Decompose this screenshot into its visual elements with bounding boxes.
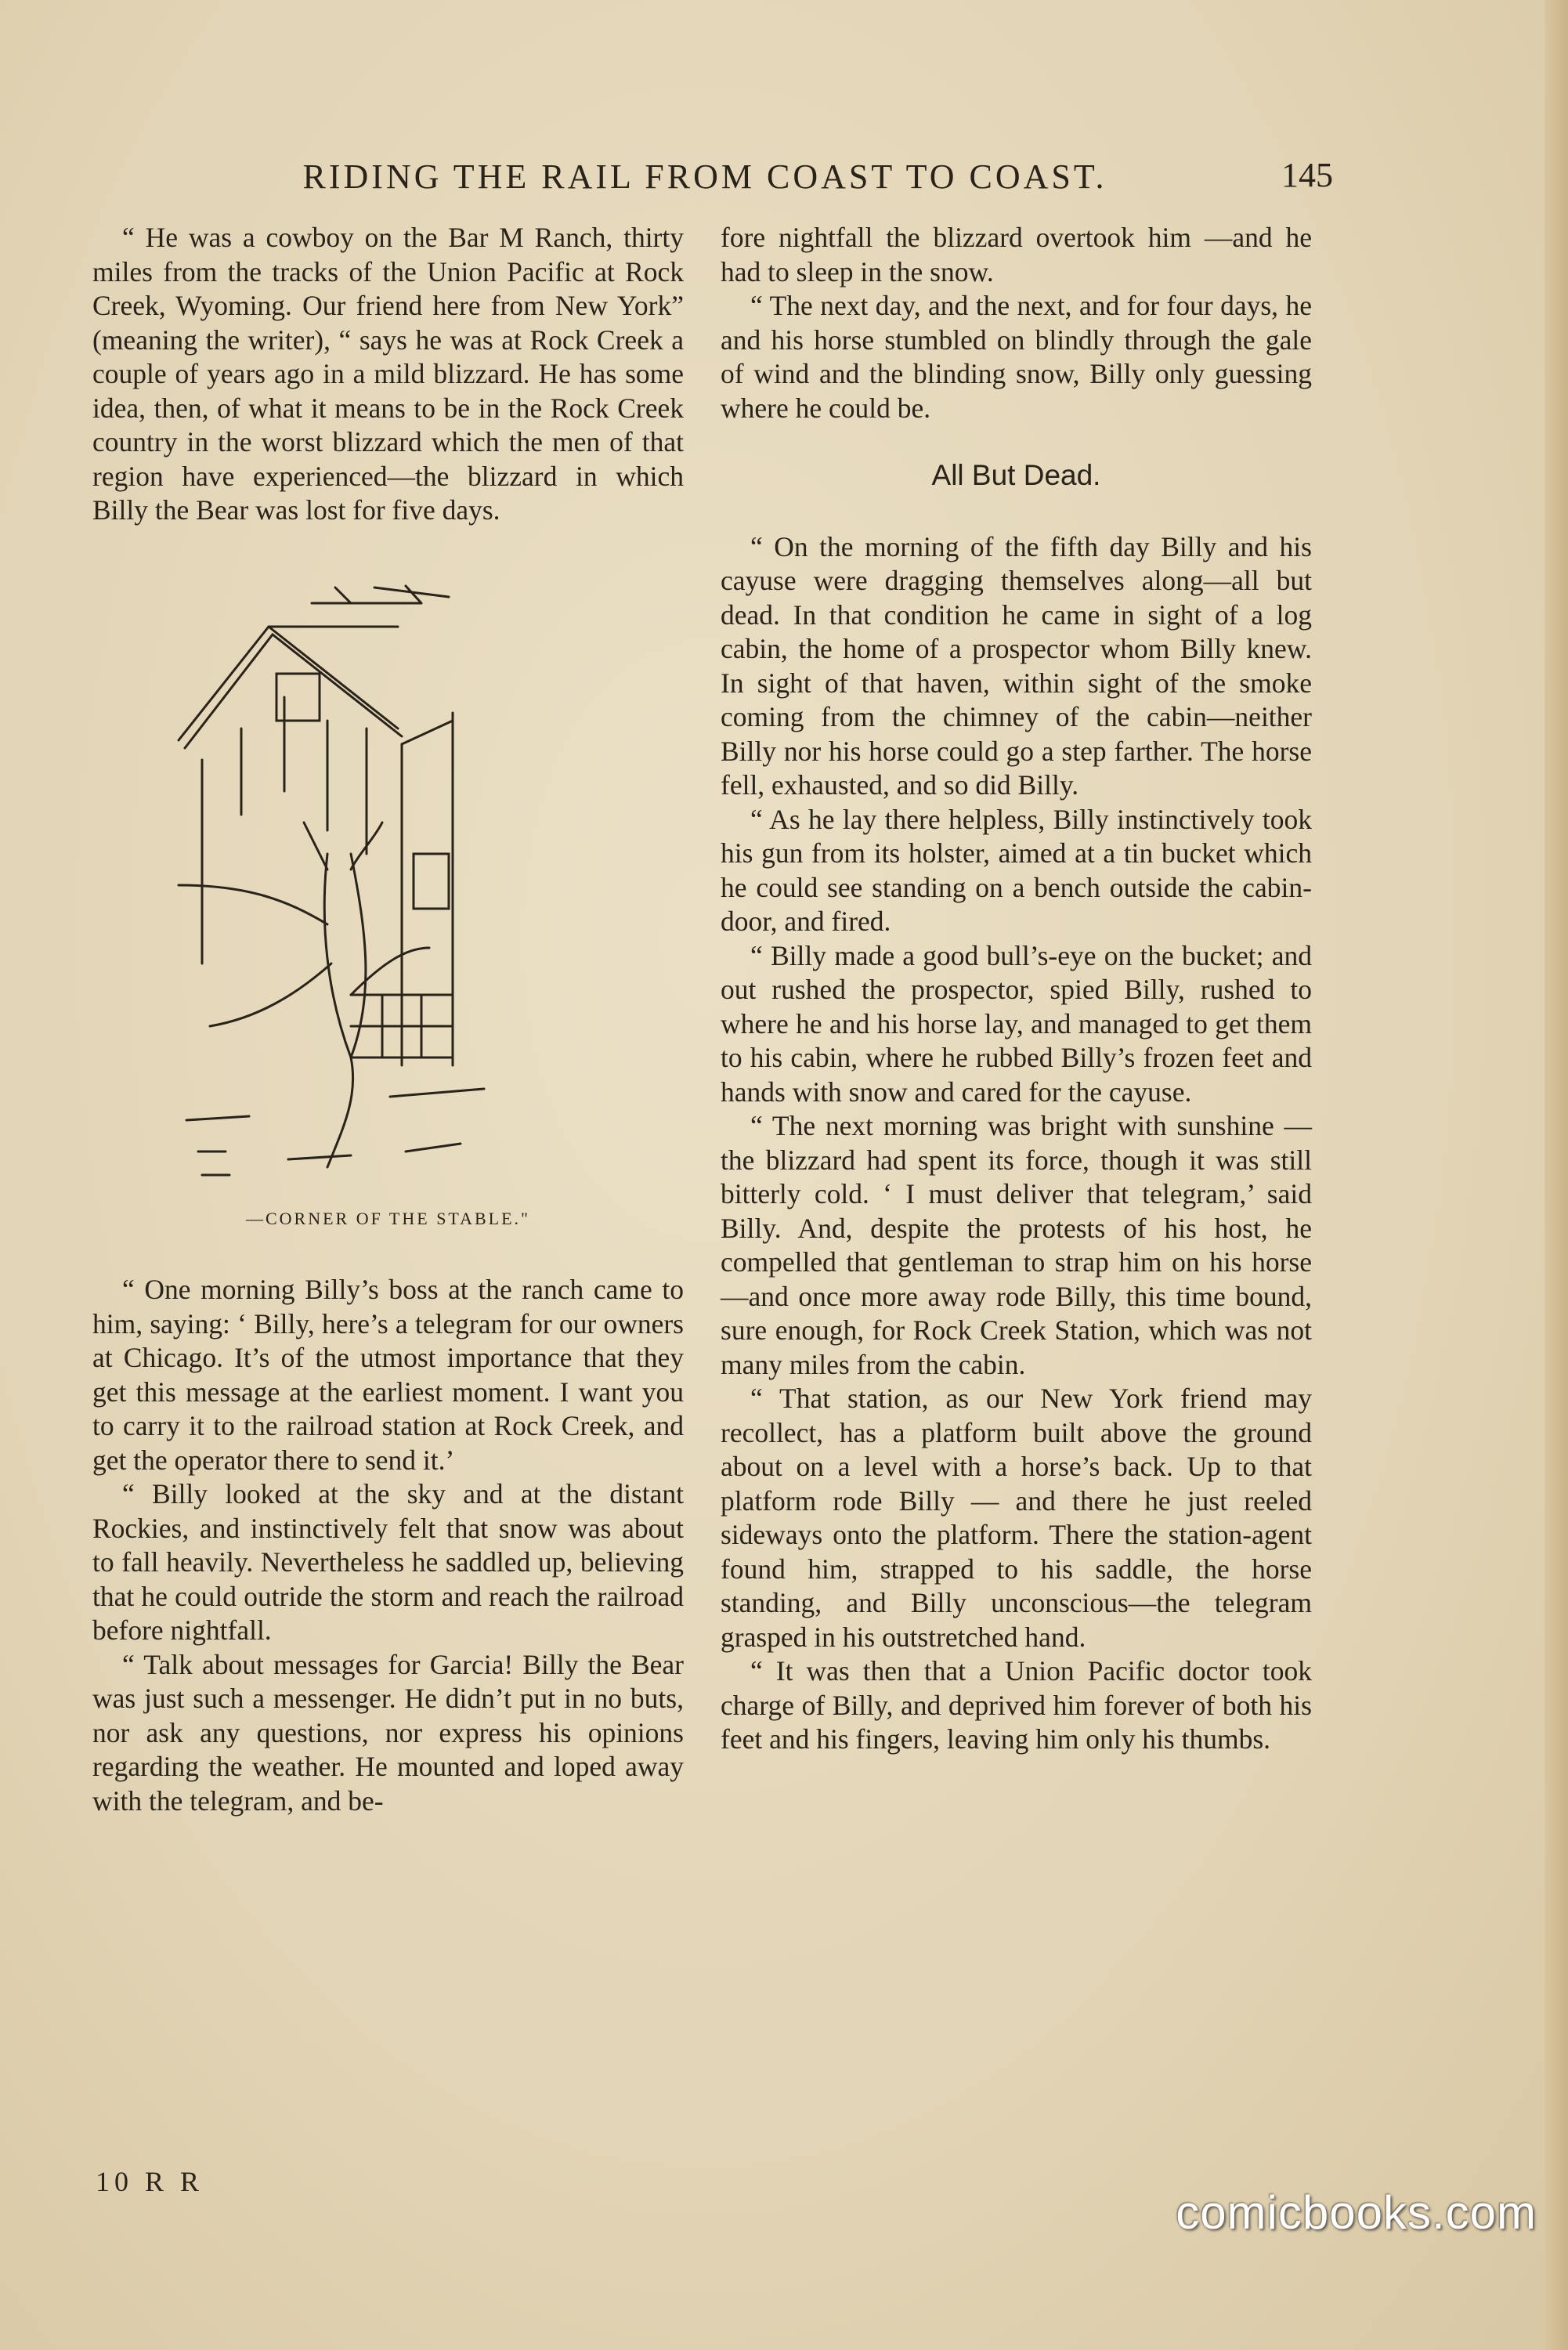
paragraph: “ He was a cowboy on the Bar M Ranch, thirty miles from the tracks of the Union Pacific at Rock Creek, Wyoming. Our friend here from New York” (meaning the writer), “ says he was at Rock Creek a couple of years ago in a mild blizzard. He has some idea, then, of what it means to be in the Rock Creek country in the worst blizzard which the men of that region have experienced—the blizzard in which Billy the Bear was lost for five days. (92, 222, 684, 526)
paragraph: fore nightfall the blizzard overtook him —and he had to sleep in the snow. (721, 222, 1312, 287)
paragraph: “ Billy looked at the sky and at the distant Rockies, and instinctively felt that snow was about to fall heavily. Nevertheless he saddled up, believing that he could outride the storm and reach the railroad before nightfall. (92, 1478, 684, 1646)
paragraph: “ One morning Billy’s boss at the ranch came to him, saying: ‘ Billy, here’s a telegram for our owners at Chicago. It’s of the utmost importance that they get this message at the earliest moment. I want you to carry it to the railroad station at Rock Creek, and get the operator there to send it.’ (92, 1274, 684, 1476)
page-edge (1545, 0, 1568, 2350)
paragraph: “ That station, as our New York friend may recollect, has a platform built above the ground about on a level with a horse’s back. Up to that platform rode Billy — and there he just reeled sideways onto the platform. There the station-agent found him, strapped to his saddle, the horse standing, and Billy unconscious—the telegram grasped in his outstretched hand. (721, 1383, 1312, 1653)
stable-illustration (92, 556, 684, 1183)
page-number: 145 (1281, 156, 1333, 194)
paragraph: “ The next morning was bright with sunshine — the blizzard had spent its force, though it was still bitterly cold. ‘ I must deliver that telegram,’ said Billy. And, despite the protests of his host, he compelled that gentleman to strap him on his horse—and once more away rode Billy, this time bound, sure enough, for Rock Creek Station, which was not many miles from the cabin. (721, 1110, 1312, 1380)
paragraph: “ Billy made a good bull’s-eye on the bucket; and out rushed the prospector, spied Billy, rushed to where he and his horse lay, and managed to get them to his cabin, where he rubbed Billy’s frozen feet and hands with snow and cared for the cayuse. (721, 939, 1312, 1108)
paragraph: “ On the morning of the fifth day Billy and his cayuse were dragging themselves along—all but dead. In that condition he came in sight of a log cabin, the home of a prospector whom Billy knew. In sight of that haven, within sight of the smoke coming from the chimney of the cabin—neither Billy nor his horse could go a step farther. The horse fell, exhausted, and so did Billy. (721, 530, 1312, 801)
right-column (721, 221, 1312, 1757)
section-subhead: All But Dead. (931, 459, 1101, 491)
watermark: comicbooks.com (1176, 2186, 1537, 2239)
paragraph: “ The next day, and the next, and for four days, he and his horse stumbled on blindly through the gale of wind and the blinding snow, Billy only guessing where he could be. (721, 290, 1312, 424)
signature-mark: 10 R R (96, 2166, 204, 2197)
figure-caption: —CORNER OF THE STABLE." (245, 1208, 531, 1228)
running-head: RIDING THE RAIL FROM COAST TO COAST. (302, 157, 1107, 196)
paragraph: “ As he lay there helpless, Billy instinctively took his gun from its holster, aimed at a tin bucket which he could see standing on a bench outside the cabin-door, and fired. (721, 803, 1312, 937)
paragraph: “ Talk about messages for Garcia! Billy the Bear was just such a messenger. He didn’t put in no buts, nor ask any questions, nor express his opinions regarding the weather. He mounted and loped away with the telegram, and be- (92, 1648, 684, 1817)
left-column (92, 221, 684, 1818)
paragraph: “ It was then that a Union Pacific doctor took charge of Billy, and deprived him forever of both his feet and his fingers, leaving him only his thumbs. (721, 1655, 1312, 1755)
